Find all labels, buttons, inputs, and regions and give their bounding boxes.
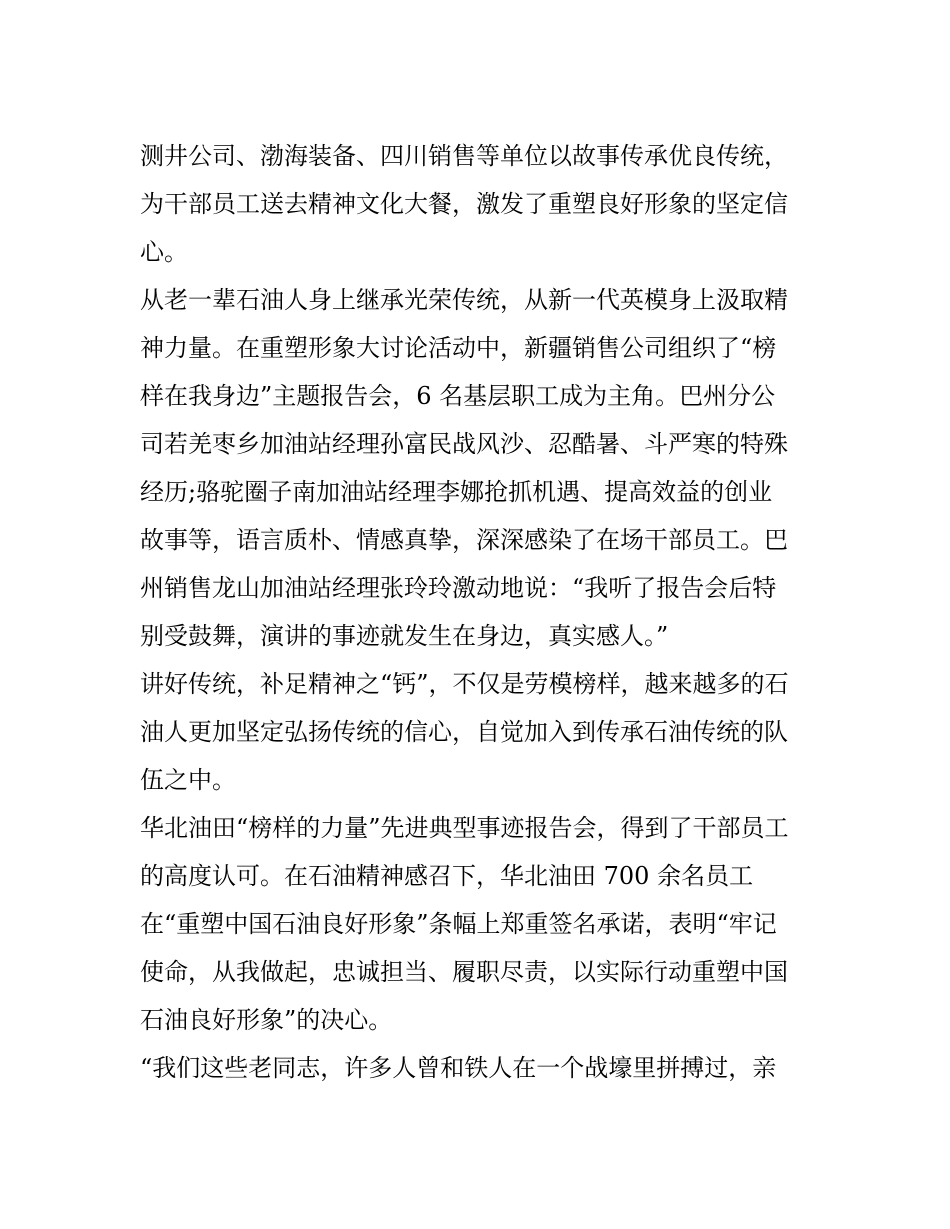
text-line: 石油良好形象”的决心。 (140, 1006, 393, 1034)
text-line: 使命，从我做起，忠诚担当、履职尽责，以实际行动重塑中国 (140, 958, 788, 986)
text-line: 经历;骆驼圈子南加油站经理李娜抢抓机遇、提高效益的创业 (140, 478, 773, 506)
text-line: 从老一辈石油人身上继承光荣传统，从新一代英模身上汲取精 (140, 286, 788, 314)
text-line: 讲好传统，补足精神之“钙”，不仅是劳模榜样，越来越多的石 (140, 670, 789, 698)
text-line: 州销售龙山加油站经理张玲玲激动地说：“我听了报告会后特 (140, 574, 777, 602)
text-line: 样在我身边”主题报告会，6 名基层职工成为主角。巴州分公 (140, 382, 776, 410)
text-line: “我们这些老同志，许多人曾和铁人在一个战壕里拼搏过，亲 (140, 1054, 777, 1082)
text-line: 油人更加坚定弘扬传统的信心，自觉加入到传承石油传统的队 (140, 718, 788, 746)
text-line: 的高度认可。在石油精神感召下，华北油田 700 余名员工 (140, 862, 754, 890)
text-line: 别受鼓舞，演讲的事迹就发生在身边，真实感人。” (140, 622, 669, 650)
text-line: 测井公司、渤海装备、四川销售等单位以故事传承优良传统， (140, 142, 788, 170)
text-line: 华北油田“榜样的力量”先进典型事迹报告会，得到了干部员工 (140, 814, 789, 842)
text-line: 司若羌枣乡加油站经理孙富民战风沙、忍酷暑、斗严寒的特殊 (140, 430, 788, 458)
text-line: 在“重塑中国石油良好形象”条幅上郑重签名承诺，表明“牢记 (140, 910, 777, 938)
text-line: 为干部员工送去精神文化大餐，激发了重塑良好形象的坚定信 (140, 190, 788, 218)
text-line: 心。 (140, 238, 188, 266)
body-text (140, 132, 820, 1092)
text-line: 神力量。在重塑形象大讨论活动中，新疆销售公司组织了“榜 (140, 334, 777, 362)
text-line: 伍之中。 (140, 766, 236, 794)
text-line: 故事等，语言质朴、情感真挚，深深感染了在场干部员工。巴 (140, 526, 788, 554)
